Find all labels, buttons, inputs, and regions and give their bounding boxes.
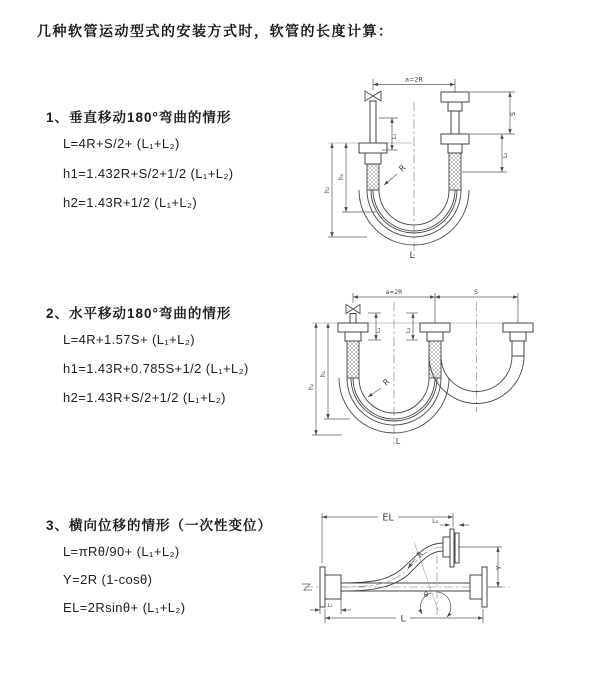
dim-fitting-left	[310, 599, 351, 614]
section-1-formula-L: L=4R+S/2+ (L₁+L₂)	[63, 136, 180, 151]
section-1-formula-h1: h1=1.432R+S/2+1/2 (L₁+L₂)	[63, 166, 234, 181]
dim-label-h2: h₂	[308, 383, 315, 390]
dim-label-theta: θ	[423, 591, 429, 599]
dim-width-a2r	[353, 289, 518, 323]
radius-callout	[408, 542, 438, 610]
section-2-formula-L: L=4R+1.57S+ (L₁+L₂)	[63, 332, 195, 347]
dim-h2	[308, 323, 342, 435]
dim-label-L-length: L	[400, 614, 406, 625]
dim-label-L2: L₂	[432, 518, 438, 525]
dim-label-L2: L₂	[503, 152, 509, 158]
page-title: 几种软管运动型式的安装方式时，软管的长度计算：	[37, 23, 394, 39]
dim-label-S: S	[509, 111, 517, 116]
hose-assembly-mid	[420, 323, 450, 378]
hose-s-curve	[341, 543, 443, 591]
dim-label-R: R	[381, 377, 392, 388]
dim-label-EL: EL	[382, 512, 394, 524]
section-2-heading: 2、水平移动180°弯曲的情形	[46, 306, 232, 321]
dim-label-L1: L₁	[392, 133, 398, 139]
dim-label-L2: L₂	[406, 327, 412, 333]
dim-fitting-mid	[406, 313, 418, 340]
dim-stroke-S	[470, 92, 517, 134]
diagram-horizontal-180-bend	[306, 282, 591, 462]
dim-label-S: S	[474, 289, 478, 296]
dim-fitting-left	[368, 313, 382, 340]
diagram-lateral-displacement	[298, 497, 593, 662]
radius-callout	[384, 163, 408, 185]
dim-label-h1: h₁	[338, 173, 345, 180]
section-3-formula-EL: EL=2Rsinθ+ (L₁+L₂)	[63, 600, 186, 615]
section-1-heading: 1、垂直移动180°弯曲的情形	[46, 110, 232, 125]
dim-label-h1: h₁	[320, 370, 327, 377]
dim-label-L1: L₁	[327, 603, 333, 609]
dim-label-width: a=2R	[385, 289, 403, 296]
section-2-formula-h2: h2=1.43R+S/2+1/2 (L₁+L₂)	[63, 390, 226, 405]
dim-label-width: a=2R	[404, 75, 424, 84]
section-1-formula-h2: h2=1.43R+1/2 (L₁+L₂)	[63, 195, 198, 210]
dim-label-Y: Y	[495, 565, 503, 570]
dim-stroke-S	[435, 289, 518, 297]
dim-label-h2: h₂	[324, 186, 331, 193]
dim-label-L1: L₁	[376, 327, 382, 333]
dim-h2	[324, 143, 367, 237]
hose-assembly-right	[441, 92, 469, 190]
dim-label-L-length: L	[409, 251, 415, 261]
dim-fitting-top	[432, 518, 469, 525]
hose-assembly-left	[338, 314, 368, 379]
section-3-heading: 3、横向位移的情形（一次性变位）	[46, 518, 273, 533]
dim-label-R: R	[414, 549, 425, 560]
dim-label-R: R	[397, 163, 408, 174]
dim-width-a2r	[373, 76, 455, 93]
section-3-formula-Y: Y=2R (1-cosθ)	[63, 572, 153, 587]
angle-theta	[420, 555, 450, 617]
hose-assembly-left	[359, 101, 387, 190]
section-3-formula-L: L=πRθ/90+ (L₁+L₂)	[63, 544, 180, 559]
valve-icon	[365, 91, 381, 101]
dim-overall-length	[325, 609, 483, 625]
flange-left	[320, 567, 341, 607]
section-2-formula-h1: h1=1.43R+0.785S+1/2 (L₁+L₂)	[63, 361, 249, 376]
flange-top-displaced	[443, 529, 459, 567]
hose-assembly-right	[503, 323, 533, 356]
diagram-vertical-180-bend	[312, 66, 577, 262]
valve-icon	[346, 305, 360, 314]
radius-callout	[368, 377, 392, 397]
dim-label-L-length: L	[395, 437, 401, 446]
flange-right	[470, 567, 487, 607]
